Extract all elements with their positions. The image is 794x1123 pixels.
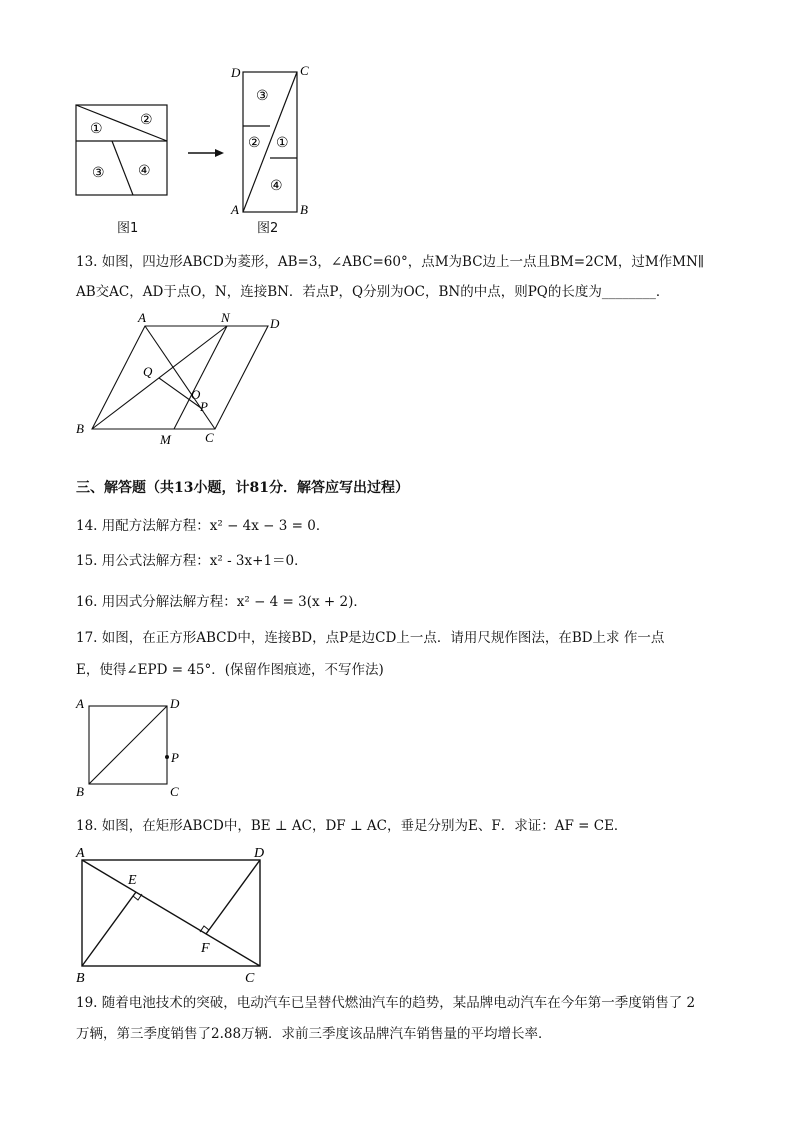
sq-label-B: B: [76, 784, 84, 799]
q16-text: 16. 用因式分解法解方程：x² − 4 = 3(x + 2)．: [76, 594, 367, 610]
figure-1-2: [60, 55, 360, 240]
sq-label-D: D: [170, 696, 180, 711]
rh-label-M: M: [160, 432, 171, 447]
sq-label-A: A: [76, 696, 84, 711]
figure-rectangle: [70, 840, 280, 990]
rh-label-N: N: [221, 310, 230, 325]
fig2-label-B: B: [300, 202, 308, 217]
rh-label-A: A: [138, 310, 146, 325]
q19-line-1: 19. 随着电池技术的突破，电动汽车已呈替代燃油汽车的趋势，某品牌电动汽车在今年第一季度销售了 2: [76, 995, 696, 1011]
rh-label-B: B: [76, 421, 84, 436]
rect-label-F: F: [201, 941, 210, 956]
rh-label-D: D: [270, 316, 280, 331]
arrow-right-icon: [188, 149, 224, 157]
figure-1-caption: 图1: [117, 221, 139, 236]
q17-line-1: 17. 如图，在正方形ABCD中，连接BD，点P是边CD上一点．请用尺规作图法，在BD上求 作一点: [76, 630, 665, 646]
rh-label-C: C: [205, 430, 214, 445]
fig2-label-A: A: [231, 202, 239, 217]
q13-line-2: AB交AC，AD于点O，N，连接BN．若点P，Q分别为OC，BN的中点，则PQ的长度为________．: [76, 284, 670, 300]
q19-line-2: 万辆，第三季度销售了2.88万辆．求前三季度该品牌汽车销售量的平均增长率．: [76, 1026, 552, 1042]
figure-square: [72, 692, 192, 804]
rh-label-P: P: [200, 399, 208, 414]
figure-rhombus: [70, 310, 300, 450]
rect-label-C: C: [245, 971, 255, 986]
fig1-region-3: ③: [92, 166, 105, 181]
fig1-region-1: ①: [90, 122, 103, 137]
q18-line-1: 18. 如图，在矩形ABCD中，BE ⊥ AC，DF ⊥ AC，垂足分别为E、F．求证：AF = CE．: [76, 818, 628, 834]
fig2-region-3: ③: [256, 89, 269, 104]
sq-label-C: C: [170, 784, 179, 799]
sq-label-P: P: [171, 750, 179, 765]
q17-line-2: E，使得∠EPD = 45°．(保留作图痕迹，不写作法): [76, 662, 384, 678]
fig2-region-1: ①: [276, 136, 289, 151]
fig1-region-2: ②: [140, 113, 153, 128]
fig2-region-2: ②: [248, 136, 261, 151]
figure-2-caption: 图2: [257, 221, 279, 236]
rect-label-A: A: [76, 846, 85, 861]
figure-1: [76, 105, 167, 195]
rect-label-E: E: [128, 873, 137, 888]
point-P-marker: [165, 755, 169, 759]
rh-label-Q: Q: [143, 364, 153, 379]
q15-text: 15. 用公式法解方程：x² - 3x+1＝0．: [76, 553, 308, 569]
rect-label-B: B: [76, 971, 85, 986]
q13-line-1: 13. 如图，四边形ABCD为菱形，AB=3，∠ABC=60°，点M为BC边上一点且BM=2CM，过M作MN∥: [76, 254, 705, 270]
fig2-region-4: ④: [270, 179, 283, 194]
fig2-label-C: C: [300, 63, 309, 78]
rect-label-D: D: [254, 846, 265, 861]
section-3-heading: 三、解答题（共13小题，计81分．解答应写出过程）: [76, 480, 409, 496]
fig2-label-D: D: [231, 65, 241, 80]
q14-text: 14. 用配方法解方程：x² − 4x − 3 = 0．: [76, 518, 330, 534]
rh-label-O: O: [191, 387, 201, 402]
fig1-region-4: ④: [138, 164, 151, 179]
